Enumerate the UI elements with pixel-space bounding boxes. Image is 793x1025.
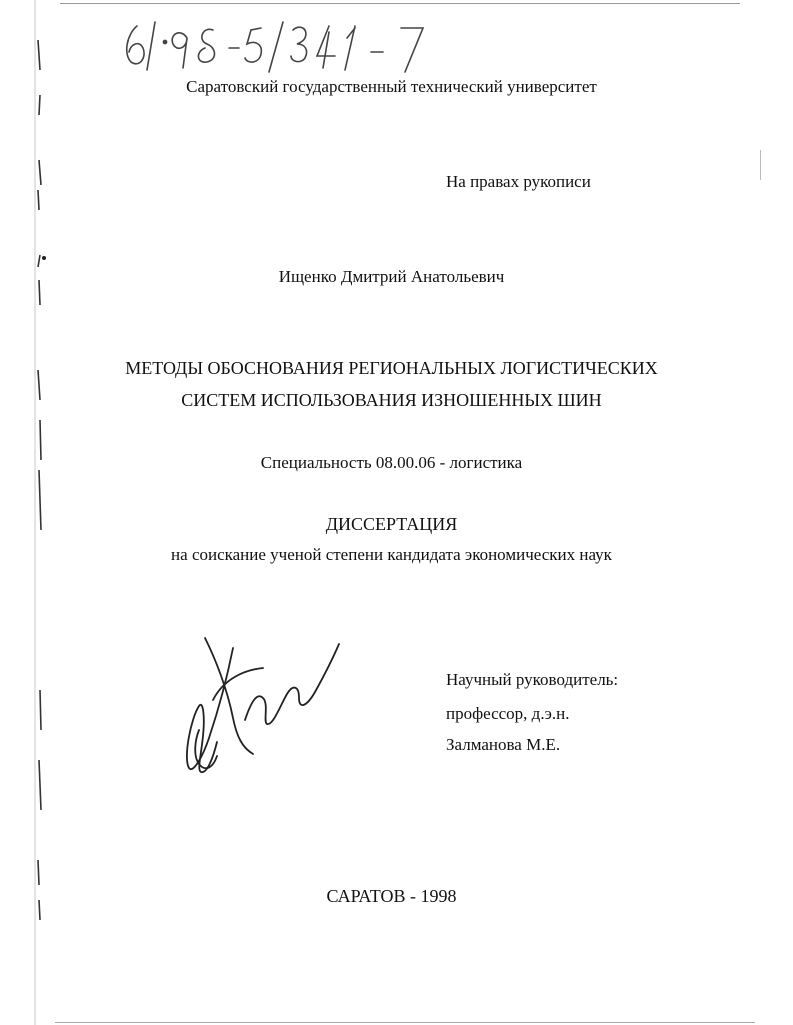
scan-bottom-edge (55, 1022, 755, 1023)
binding-edge-artifacts (30, 0, 50, 1025)
scan-top-edge (60, 3, 740, 4)
advisor-label: Научный руководитель: (446, 670, 619, 689)
degree-statement: на соискание ученой степени кандидата экономических наук (171, 545, 612, 564)
handwritten-archive-number (115, 8, 455, 78)
document-type: ДИССЕРТАЦИЯ (325, 514, 458, 534)
advisor-name: Залманова М.Е. (446, 735, 561, 754)
handwritten-signature (175, 630, 340, 785)
city-and-year: САРАТОВ - 1998 (326, 886, 457, 906)
specialty: Специальность 08.00.06 - логистика (260, 453, 523, 472)
dissertation-title-line-1: МЕТОДЫ ОБОСНОВАНИЯ РЕГИОНАЛЬНЫХ ЛОГИСТИЧЕСКИХ (125, 358, 658, 378)
scan-right-mark (760, 150, 761, 180)
dissertation-title-line-2: СИСТЕМ ИСПОЛЬЗОВАНИЯ ИЗНОШЕННЫХ ШИН (181, 390, 602, 410)
advisor-academic-title: профессор, д.э.н. (446, 704, 570, 723)
university-name: Саратовский государственный технический университет (186, 77, 597, 96)
author-name: Ищенко Дмитрий Анатольевич (278, 267, 505, 286)
manuscript-rights-note: На правах рукописи (446, 172, 591, 191)
